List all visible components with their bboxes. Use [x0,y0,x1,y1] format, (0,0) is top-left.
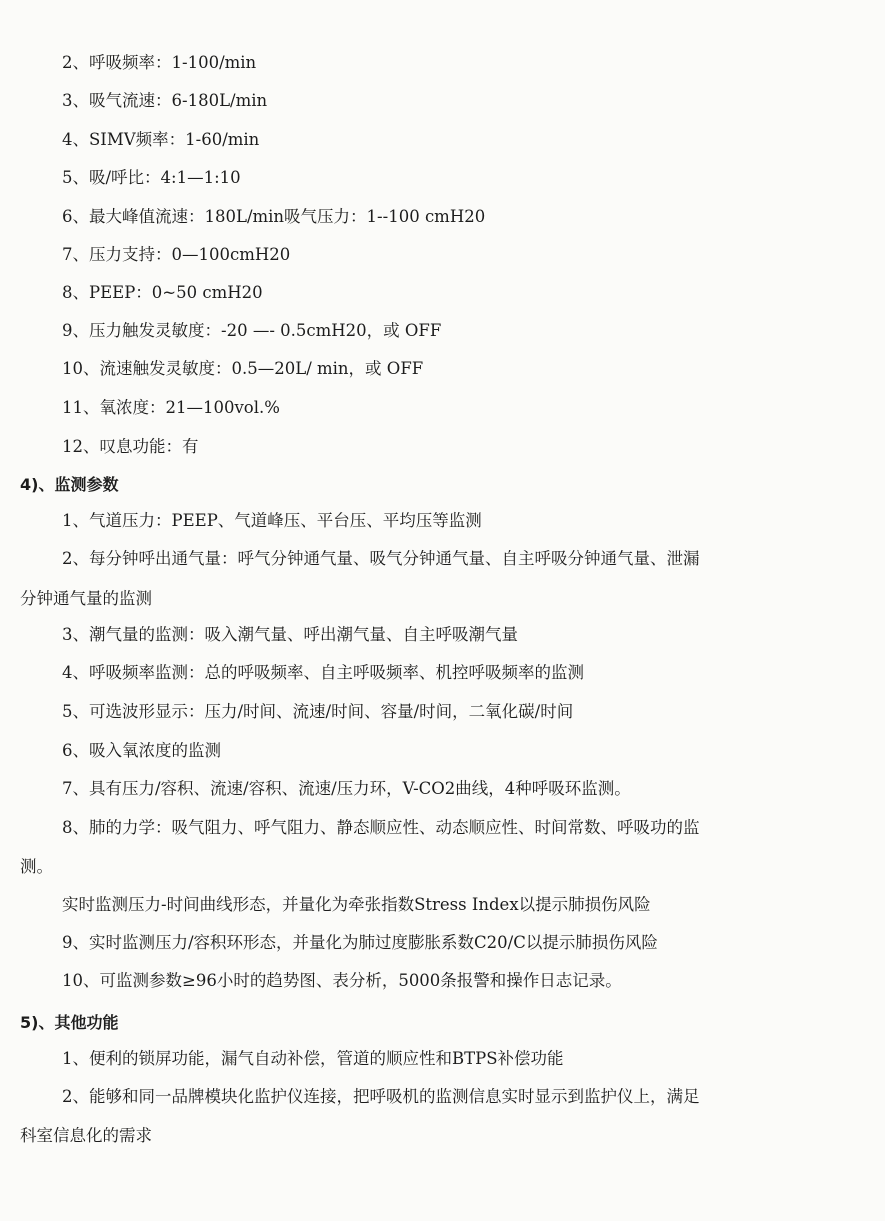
text-line: 4、SIMV频率：1-60/min [62,130,260,149]
section-heading: 4)、监测参数 [20,475,119,494]
text-line: 8、PEEP：0~50 cmH20 [62,283,263,302]
text-line: 11、氧浓度：21—100vol.% [62,398,280,417]
text-line: 8、肺的力学：吸气阻力、呼气阻力、静态顺应性、动态顺应性、时间常数、呼吸功的监 [62,818,700,837]
text-line: 7、压力支持：0—100cmH20 [62,245,291,264]
text-line: 1、便利的锁屏功能，漏气自动补偿，管道的顺应性和BTPS补偿功能 [62,1049,564,1068]
text-line: 5、可选波形显示：压力/时间、流速/时间、容量/时间，二氧化碳/时间 [62,702,574,721]
text-line: 2、能够和同一品牌模块化监护仪连接，把呼吸机的监测信息实时显示到监护仪上，满足 [62,1087,700,1106]
text-line: 4、呼吸频率监测：总的呼吸频率、自主呼吸频率、机控呼吸频率的监测 [62,663,584,682]
text-line: 10、可监测参数≥96小时的趋势图、表分析，5000条报警和操作日志记录。 [62,971,622,990]
text-line: 6、吸入氧浓度的监测 [62,741,221,760]
text-line: 测。 [20,857,53,876]
text-line: 实时监测压力-时间曲线形态，并量化为牵张指数Stress Index以提示肺损伤风险 [62,895,651,914]
text-line: 3、吸气流速：6-180L/min [62,91,268,110]
text-line: 科室信息化的需求 [20,1126,152,1145]
text-line: 7、具有压力/容积、流速/容积、流速/压力环，V-CO2曲线，4种呼吸环监测。 [62,779,631,798]
text-line: 10、流速触发灵敏度：0.5—20L/ min，或 OFF [62,359,424,378]
text-line: 2、每分钟呼出通气量：呼气分钟通气量、吸气分钟通气量、自主呼吸分钟通气量、泄漏 [62,549,700,568]
text-line: 6、最大峰值流速：180L/min吸气压力：1--100 cmH20 [62,207,486,226]
text-line: 9、实时监测压力/容积环形态，并量化为肺过度膨胀系数C20/C以提示肺损伤风险 [62,933,658,952]
text-line: 3、潮气量的监测：吸入潮气量、呼出潮气量、自主呼吸潮气量 [62,625,518,644]
text-line: 2、呼吸频率：1-100/min [62,53,257,72]
text-line: 9、压力触发灵敏度：-20 —- 0.5cmH20，或 OFF [62,321,442,340]
section-heading: 5)、其他功能 [20,1013,119,1032]
text-line: 12、叹息功能：有 [62,437,199,456]
text-line: 5、吸/呼比：4:1—1:10 [62,168,241,187]
text-line: 1、气道压力：PEEP、气道峰压、平台压、平均压等监测 [62,511,482,530]
text-line: 分钟通气量的监测 [20,589,152,608]
